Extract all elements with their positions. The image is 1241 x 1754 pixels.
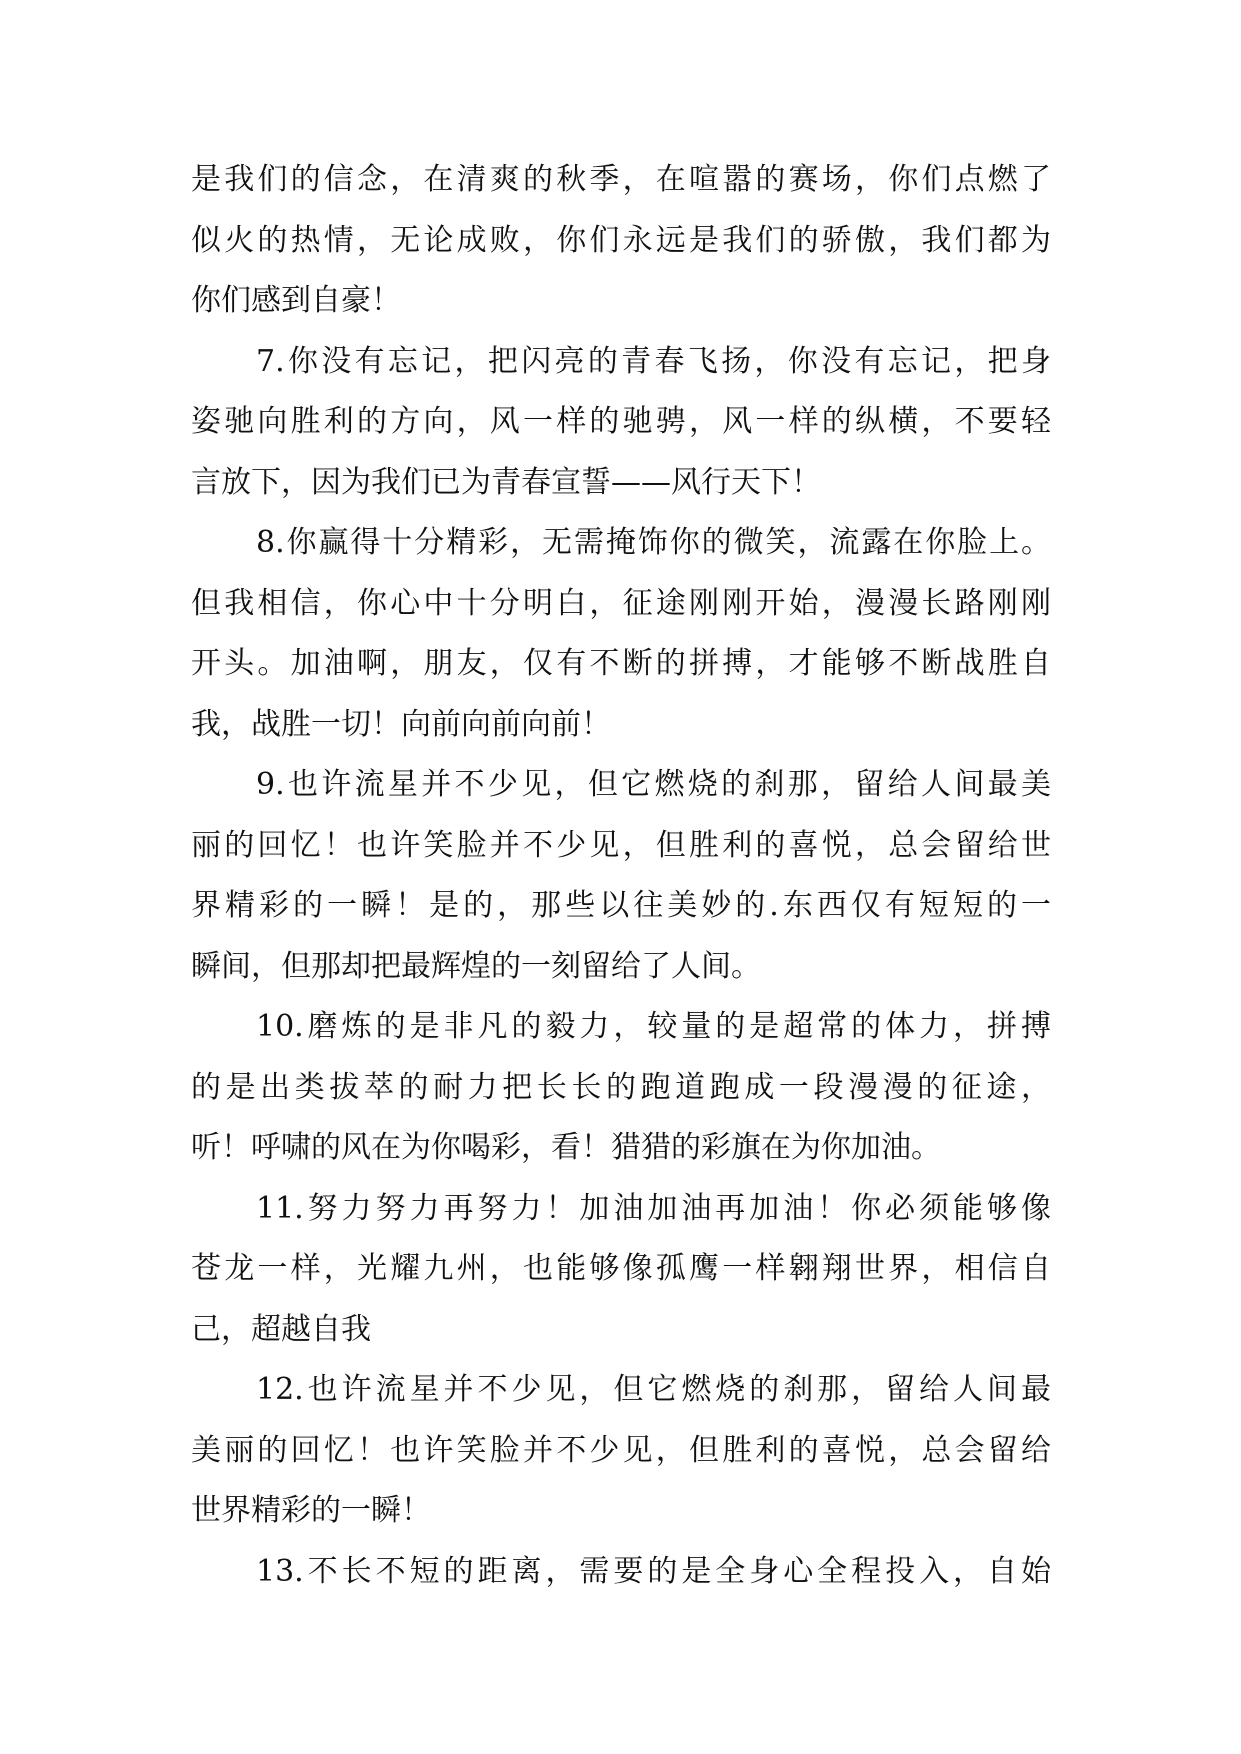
- text-line: 的是出类拔萃的耐力把长长的跑道跑成一段漫漫的征途，: [191, 1069, 1051, 1105]
- text-line: 但我相信，你心中十分明白，征途刚刚开始，漫漫长路刚刚: [191, 585, 1051, 621]
- paragraph-10-line: 10.磨炼的是非凡的毅力，较量的是超常的体力，拼搏: [256, 1009, 1051, 1044]
- text-line: 丽的回忆！也许笑脸并不少见，但胜利的喜悦，总会留给世: [191, 827, 1051, 863]
- text-line: 界精彩的一瞬！是的，那些以往美妙的.东西仅有短短的一: [191, 888, 1051, 923]
- text-line: 美丽的回忆！也许笑脸并不少见，但胜利的喜悦，总会留给: [191, 1432, 1051, 1468]
- paragraph-11-line: 11.努力努力再努力！加油加油再加油！你必须能够像: [256, 1190, 1051, 1226]
- text-line: 你们感到自豪！: [191, 283, 401, 318]
- paragraph-9-line: 9.也许流星并不少见，但它燃烧的刹那，留给人间最美: [256, 767, 1051, 802]
- text-line: 开头。加油啊，朋友，仅有不断的拼搏，才能够不断战胜自: [191, 646, 1051, 681]
- text-line: 言放下，因为我们已为青春宣誓——风行天下！: [191, 464, 821, 500]
- text-line: 己，超越自我: [191, 1311, 371, 1347]
- text-line: 苍龙一样，光耀九州，也能够像孤鹰一样翱翔世界，相信自: [191, 1251, 1051, 1286]
- text-line: 姿驰向胜利的方向，风一样的驰骋，风一样的纵横，不要轻: [191, 404, 1051, 439]
- text-line: 似火的热情，无论成败，你们永远是我们的骄傲，我们都为: [191, 222, 1051, 258]
- paragraph-7-line: 7.你没有忘记，把闪亮的青春飞扬，你没有忘记，把身: [256, 343, 1051, 379]
- paragraph-8-line: 8.你赢得十分精彩，无需掩饰你的微笑，流露在你脸上。: [256, 525, 1051, 560]
- text-line: 世界精彩的一瞬！: [191, 1493, 431, 1528]
- text-line: 我，战胜一切！向前向前向前！: [191, 706, 611, 742]
- text-line: 瞬间，但那却把最辉煌的一刻留给了人间。: [191, 948, 761, 984]
- paragraph-13-line: 13.不长不短的距离，需要的是全身心全程投入，自始: [256, 1553, 1051, 1589]
- text-line: 听！呼啸的风在为你喝彩，看！猎猎的彩旗在为你加油。: [191, 1130, 941, 1165]
- paragraph-12-line: 12.也许流星并不少见，但它燃烧的刹那，留给人间最: [256, 1372, 1051, 1407]
- document-body: [191, 150, 1051, 1602]
- text-line: 是我们的信念，在清爽的秋季，在喧嚣的赛场，你们点燃了: [191, 162, 1051, 197]
